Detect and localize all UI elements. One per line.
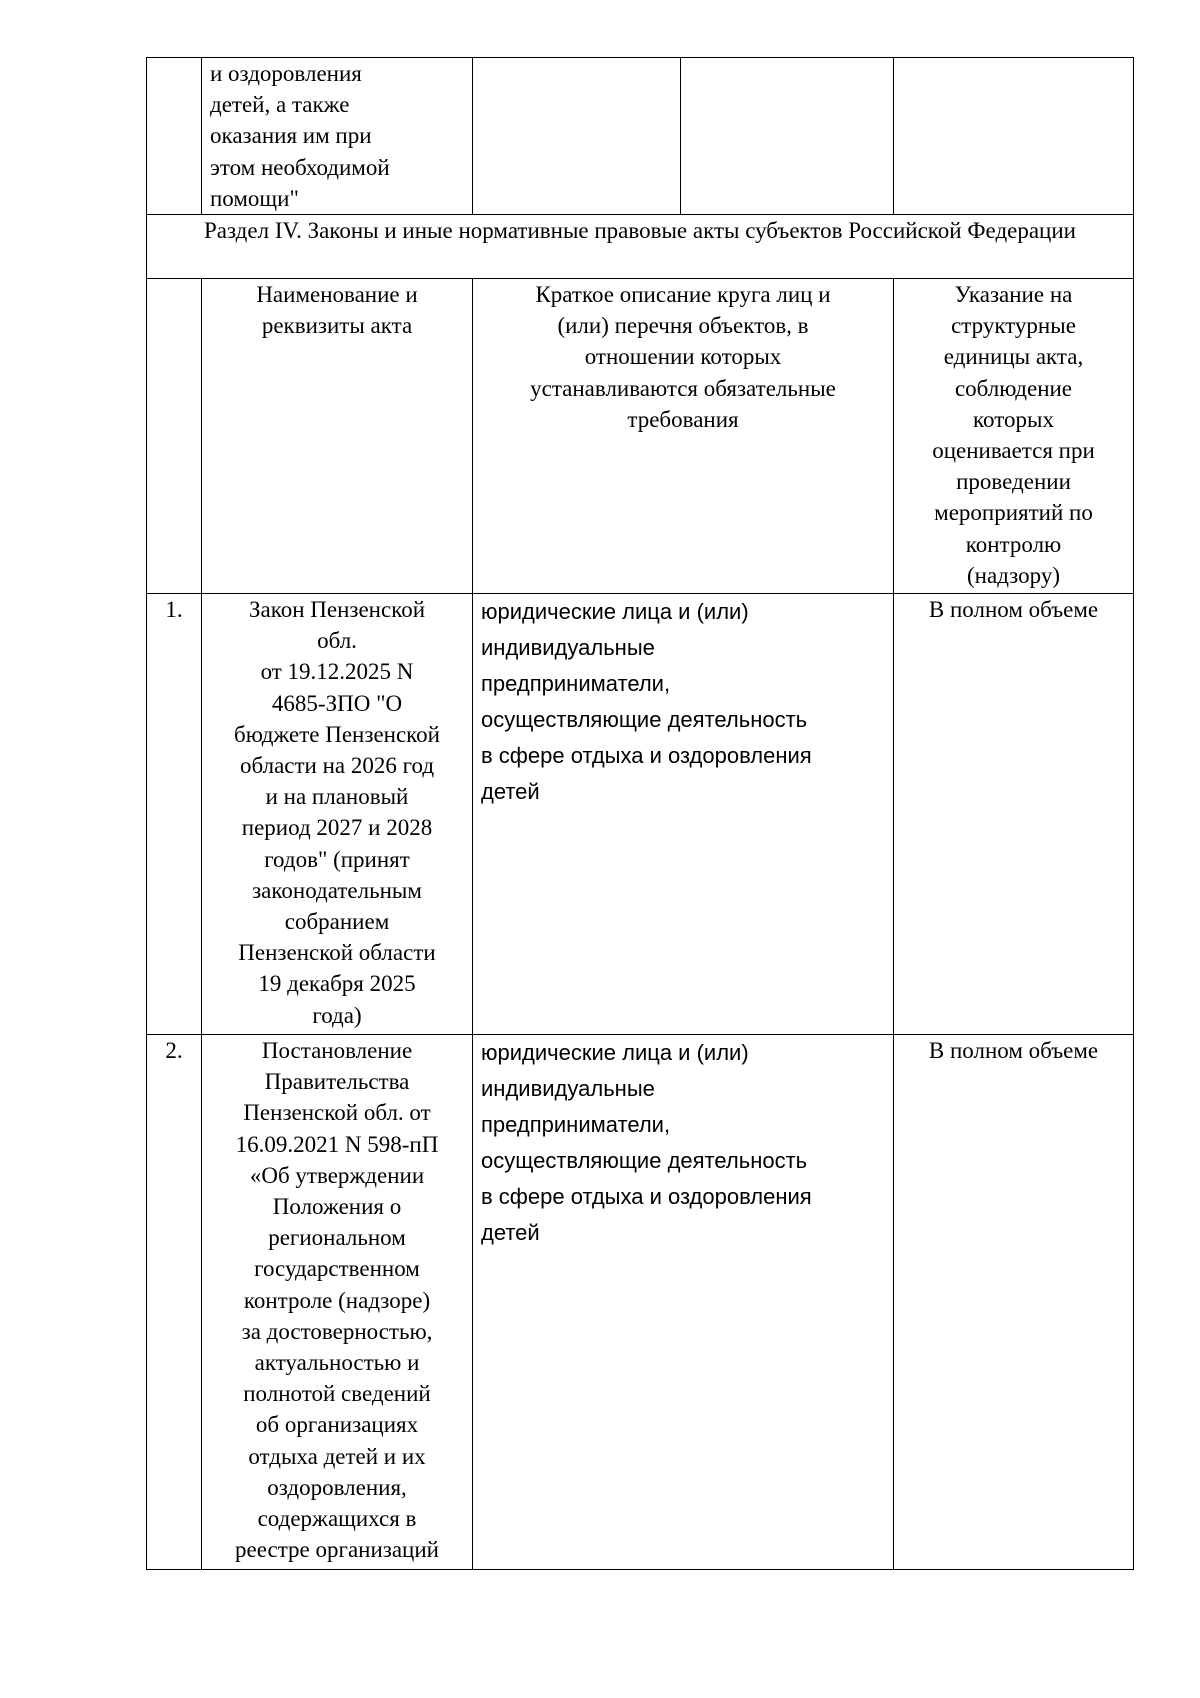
description-cell: юридические лица и (или) индивидуальные предприниматели, осуществляющие деятельность в сфере отдыха и оздоровления детей (473, 594, 894, 1035)
structural-units-cell: В полном объеме (894, 594, 1134, 1035)
row-number-cell (147, 58, 202, 215)
table-row (147, 1035, 1134, 1570)
table-row (147, 594, 1134, 1035)
header-row (147, 279, 1134, 594)
empty-cell (473, 58, 681, 215)
row-number-cell: 2. (147, 1035, 202, 1570)
requirements-table (146, 57, 1134, 1570)
row-number-cell: 1. (147, 594, 202, 1035)
header-structural-units: Указание на структурные единицы акта, соблюдение которых оценивается при проведении мероприятий по контролю (надзору) (894, 279, 1134, 594)
header-act-name: Наименование и реквизиты акта (202, 279, 473, 594)
table-row (147, 58, 1134, 215)
empty-cell (894, 58, 1134, 215)
header-description: Краткое описание круга лиц и (или) перечня объектов, в отношении которых устанавливаются обязательные требования (473, 279, 894, 594)
act-name-cell: Постановление Правительства Пензенской обл. от 16.09.2021 N 598-пП «Об утверждении Положения о региональном государственном контроле (надзоре) за достоверностью, актуальностью и полнотой сведений об организациях отдыха детей и их оздоровления, содержащихся в реестре организаций (202, 1035, 473, 1570)
act-name-cell: и оздоровления детей, а также оказания им при этом необходимой помощи" (202, 58, 473, 215)
act-name-cell: Закон Пензенской обл. от 19.12.2025 N 4685-ЗПО "О бюджете Пензенской области на 2026 год и на плановый период 2027 и 2028 годов" (принят законодательным собранием Пензенской области 19 декабря 2025 года) (202, 594, 473, 1035)
section-title: Раздел IV. Законы и иные нормативные правовые акты субъектов Российской Федерации (147, 215, 1134, 279)
empty-cell (681, 58, 894, 215)
description-cell: юридические лица и (или) индивидуальные предприниматели, осуществляющие деятельность в сфере отдыха и оздоровления детей (473, 1035, 894, 1570)
header-number-cell (147, 279, 202, 594)
structural-units-cell: В полном объеме (894, 1035, 1134, 1570)
section-row (147, 215, 1134, 279)
